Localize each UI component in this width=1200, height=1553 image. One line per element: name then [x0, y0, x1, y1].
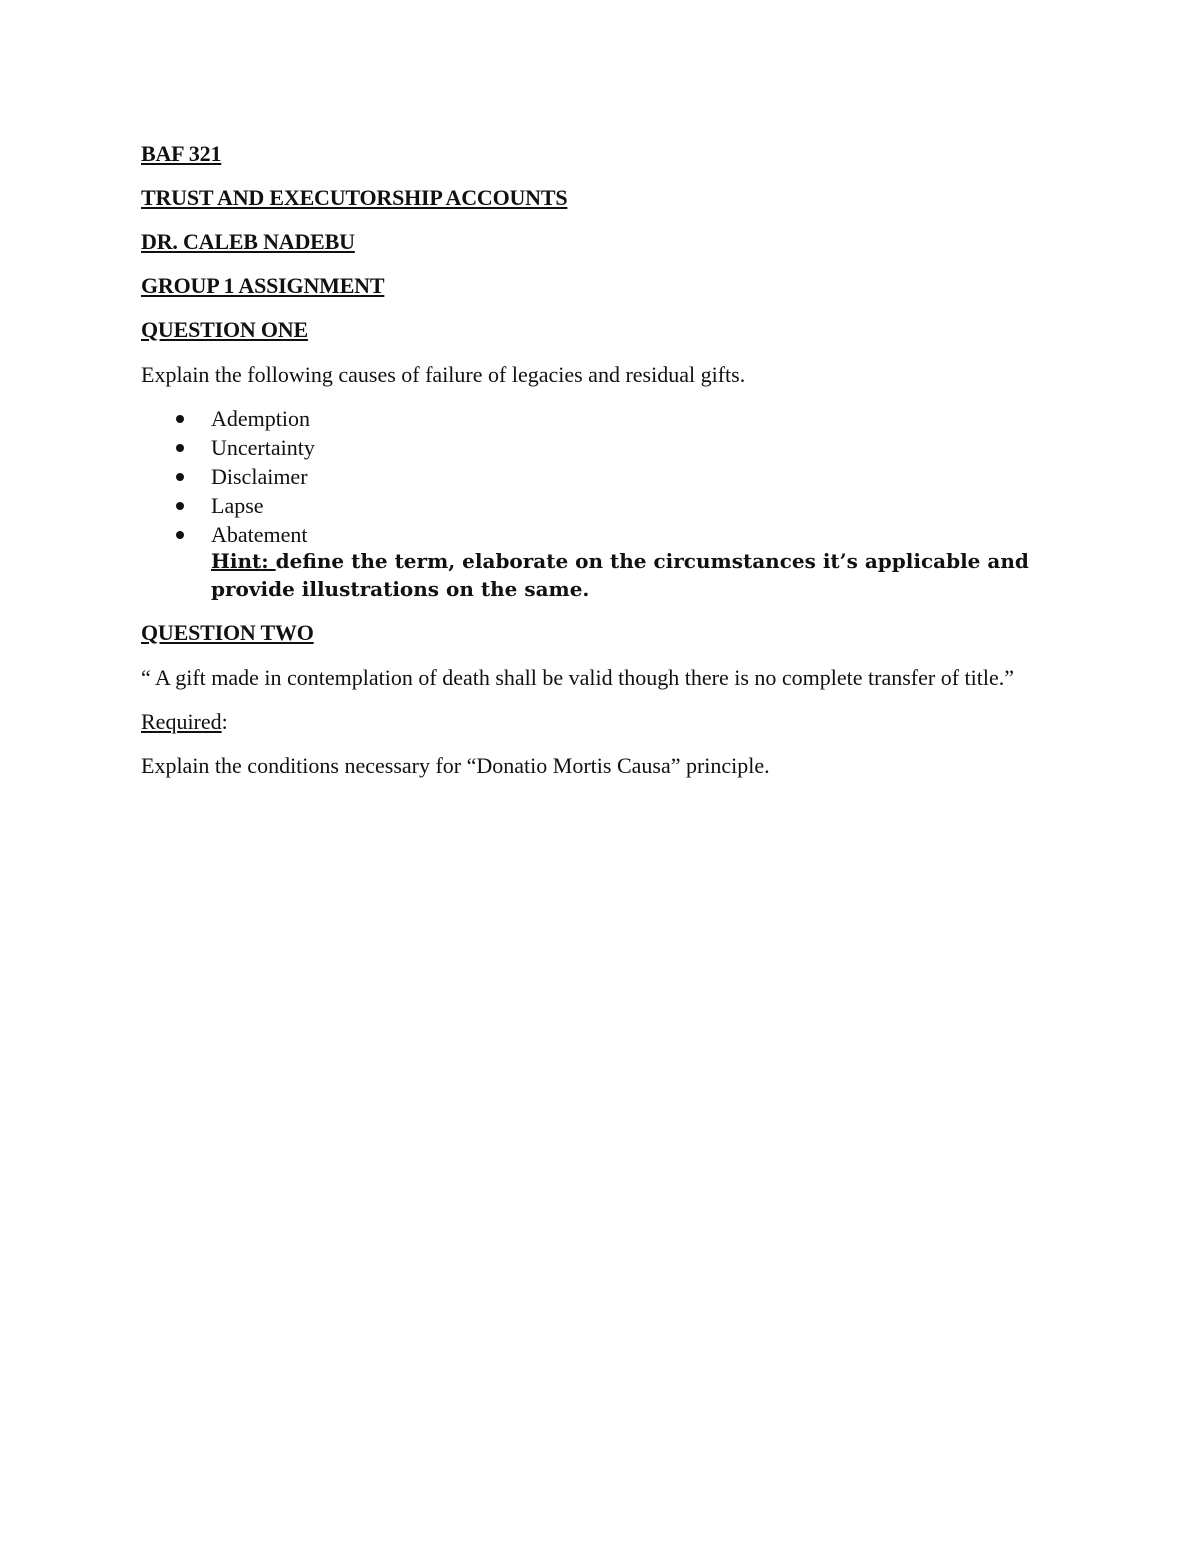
required-label: Required: [141, 709, 222, 734]
list-item: [141, 404, 1041, 433]
bullet-icon: [176, 531, 184, 539]
list-item-label: Ademption: [211, 406, 310, 431]
required-suffix: :: [221, 709, 228, 734]
course-title: TRUST AND EXECUTORSHIP ACCOUNTS: [141, 185, 568, 210]
bullet-icon: [176, 502, 184, 510]
document-page: [141, 140, 1041, 795]
hint-text: define the term, elaborate on the circumstances it’s applicable and provide illustrations on the same.: [211, 549, 1029, 601]
bullet-icon: [176, 444, 184, 452]
bullet-icon: [176, 473, 184, 481]
hint-note: [141, 547, 1041, 603]
list-item-label: Disclaimer: [211, 464, 308, 489]
question-two-instruction: Explain the conditions necessary for “Donatio Mortis Causa” principle.: [141, 753, 770, 778]
list-item-label: Uncertainty: [211, 435, 315, 460]
question-two-heading: QUESTION TWO: [141, 620, 314, 645]
question-two-quote: “ A gift made in contemplation of death shall be valid though there is no complete transfer of title.”: [141, 665, 1015, 690]
required-line: [141, 707, 1041, 737]
course-code: BAF 321: [141, 141, 222, 166]
lecturer-name: DR. CALEB NADEBU: [141, 229, 355, 254]
question-one-intro: Explain the following causes of failure of legacies and residual gifts.: [141, 362, 746, 387]
list-item-label: Abatement: [211, 522, 308, 547]
list-item: [141, 462, 1041, 491]
list-item: [141, 520, 1041, 549]
question-one-heading: QUESTION ONE: [141, 317, 308, 342]
list-item: [141, 433, 1041, 462]
list-item: [141, 491, 1041, 520]
assignment-title: GROUP 1 ASSIGNMENT: [141, 273, 385, 298]
causes-list: [141, 404, 1041, 549]
list-item-label: Lapse: [211, 493, 264, 518]
hint-label: Hint:: [211, 549, 276, 573]
bullet-icon: [176, 415, 184, 423]
